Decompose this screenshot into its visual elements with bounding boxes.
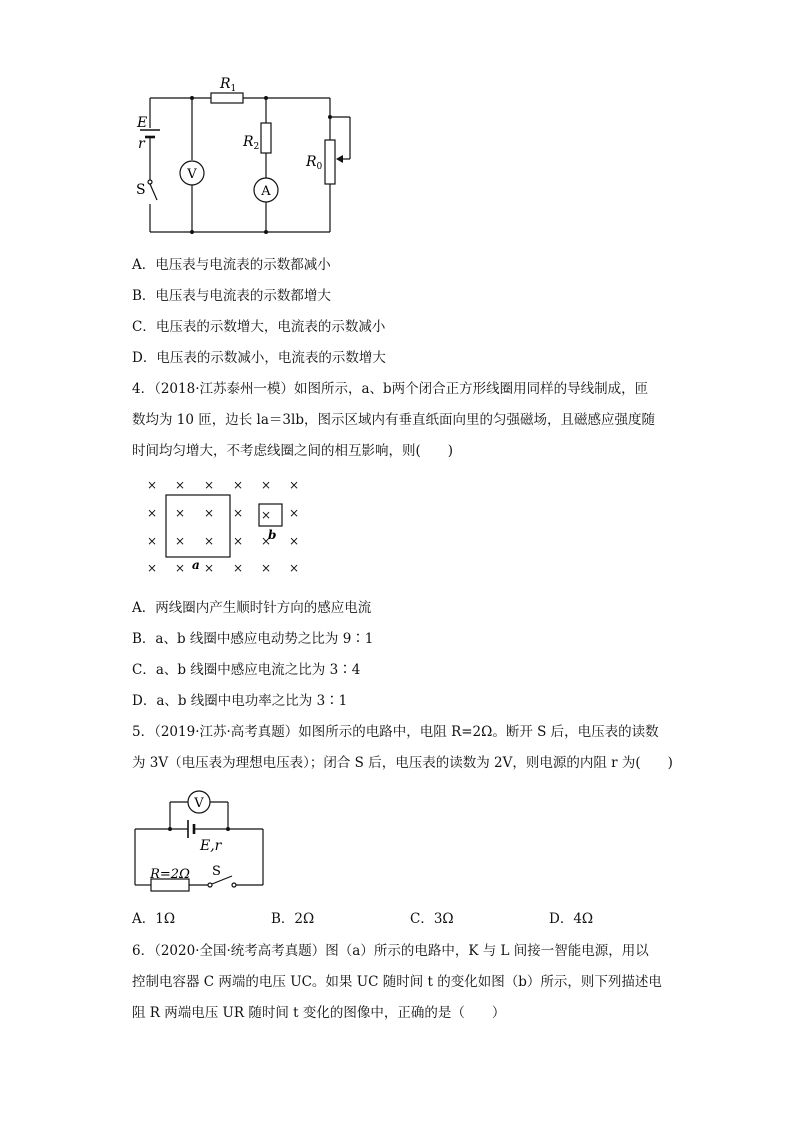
field-cross-mark: × bbox=[146, 561, 158, 575]
field-cross-mark: × bbox=[260, 561, 272, 575]
q4-stem-line-3: 时间均匀增大，不考虑线圈之间的相互影响，则( ) bbox=[132, 443, 454, 459]
field-cross-mark: × bbox=[174, 506, 186, 520]
field-cross-mark: × bbox=[174, 478, 186, 492]
field-cross-mark: × bbox=[288, 478, 300, 492]
field-cross-mark: × bbox=[232, 534, 244, 548]
q3-option-b: B．电压表与电流表的示数都增大 bbox=[132, 288, 331, 304]
q5-stem-line-1: 5．（2019·江苏·高考真题）如图所示的电路中，电阻 R=2Ω。断开 S 后，电压表的读数 bbox=[132, 724, 659, 740]
q5-option-a: A．1Ω bbox=[132, 911, 176, 927]
q4-option-c: C．a、b 线圈中感应电流之比为 3∶4 bbox=[132, 662, 361, 678]
label-r0: $R_0$ bbox=[306, 154, 323, 172]
field-cross-mark: × bbox=[288, 534, 300, 548]
field-cross-mark: × bbox=[203, 534, 215, 548]
field-cross-mark: × bbox=[288, 561, 300, 575]
field-cross-mark: × bbox=[288, 506, 300, 520]
label-r1: $R_1$ bbox=[220, 76, 237, 94]
q5-resistor-label: R=2Ω bbox=[150, 867, 190, 882]
q3-option-a: A．电压表与电流表的示数都减小 bbox=[132, 257, 331, 273]
field-cross-mark: × bbox=[260, 478, 272, 492]
q4-stem-line-2: 数均为 10 匝，边长 la＝3lb，图示区域内有垂直纸面向里的匀强磁场，且磁感应强度随 bbox=[132, 412, 655, 428]
coil-a-label: a bbox=[192, 558, 200, 572]
q5-option-b: B．2Ω bbox=[271, 911, 315, 927]
field-cross-mark: × bbox=[146, 506, 158, 520]
field-cross-mark: × bbox=[203, 561, 215, 575]
q5-switch-label: S bbox=[212, 864, 221, 879]
field-cross-mark: × bbox=[174, 561, 186, 575]
ammeter-label: A bbox=[261, 184, 271, 199]
field-cross-mark: × bbox=[203, 478, 215, 492]
coil-b-label: b bbox=[268, 528, 277, 542]
q6-stem-line-1: 6．（2020·全国·统考高考真题）图（a）所示的电路中，K 与 L 间接一智能电源，用以 bbox=[132, 943, 649, 959]
label-e: E bbox=[137, 115, 148, 131]
field-cross-mark: × bbox=[260, 534, 272, 548]
q4-option-b: B．a、b 线圈中感应电动势之比为 9∶1 bbox=[132, 631, 374, 647]
q5-voltmeter-label: V bbox=[194, 796, 204, 811]
label-r: r bbox=[138, 136, 145, 152]
q5-battery-label: E,r bbox=[200, 838, 222, 854]
voltmeter-label: V bbox=[187, 167, 197, 182]
field-cross-mark: × bbox=[146, 478, 158, 492]
label-r2: $R_2$ bbox=[243, 134, 260, 152]
q4-stem-line-1: 4．（2018·江苏泰州一模）如图所示，a、b两个闭合正方形线圈用同样的导线制成，匝 bbox=[132, 381, 649, 397]
field-cross-mark: × bbox=[174, 534, 186, 548]
q5-option-c: C．3Ω bbox=[410, 911, 454, 927]
field-cross-mark: × bbox=[203, 506, 215, 520]
q6-stem-line-3: 阻 R 两端电压 UR 随时间 t 变化的图像中，正确的是（ ） bbox=[132, 1005, 506, 1021]
q3-option-d: D．电压表的示数减小，电流表的示数增大 bbox=[132, 350, 386, 366]
q5-stem-line-2: 为 3V（电压表为理想电压表）；闭合 S 后，电压表的读数为 2V，则电源的内阻 r 为( ) bbox=[132, 755, 673, 771]
field-cross-mark: × bbox=[232, 561, 244, 575]
q5-option-d: D．4Ω bbox=[549, 911, 594, 927]
field-cross-mark: × bbox=[146, 534, 158, 548]
q4-option-a: A．两线圈内产生顺时针方向的感应电流 bbox=[132, 600, 372, 616]
field-cross-mark: × bbox=[232, 506, 244, 520]
field-cross-mark: × bbox=[260, 508, 272, 522]
label-s: S bbox=[136, 182, 146, 198]
q4-option-d: D．a、b 线圈中电功率之比为 3∶1 bbox=[132, 693, 348, 709]
q3-option-c: C．电压表的示数增大，电流表的示数减小 bbox=[132, 319, 386, 335]
field-cross-mark: × bbox=[232, 478, 244, 492]
q6-stem-line-2: 控制电容器 C 两端的电压 UC。如果 UC 随时间 t 的变化如图（b）所示，则下列描述电 bbox=[132, 974, 662, 990]
